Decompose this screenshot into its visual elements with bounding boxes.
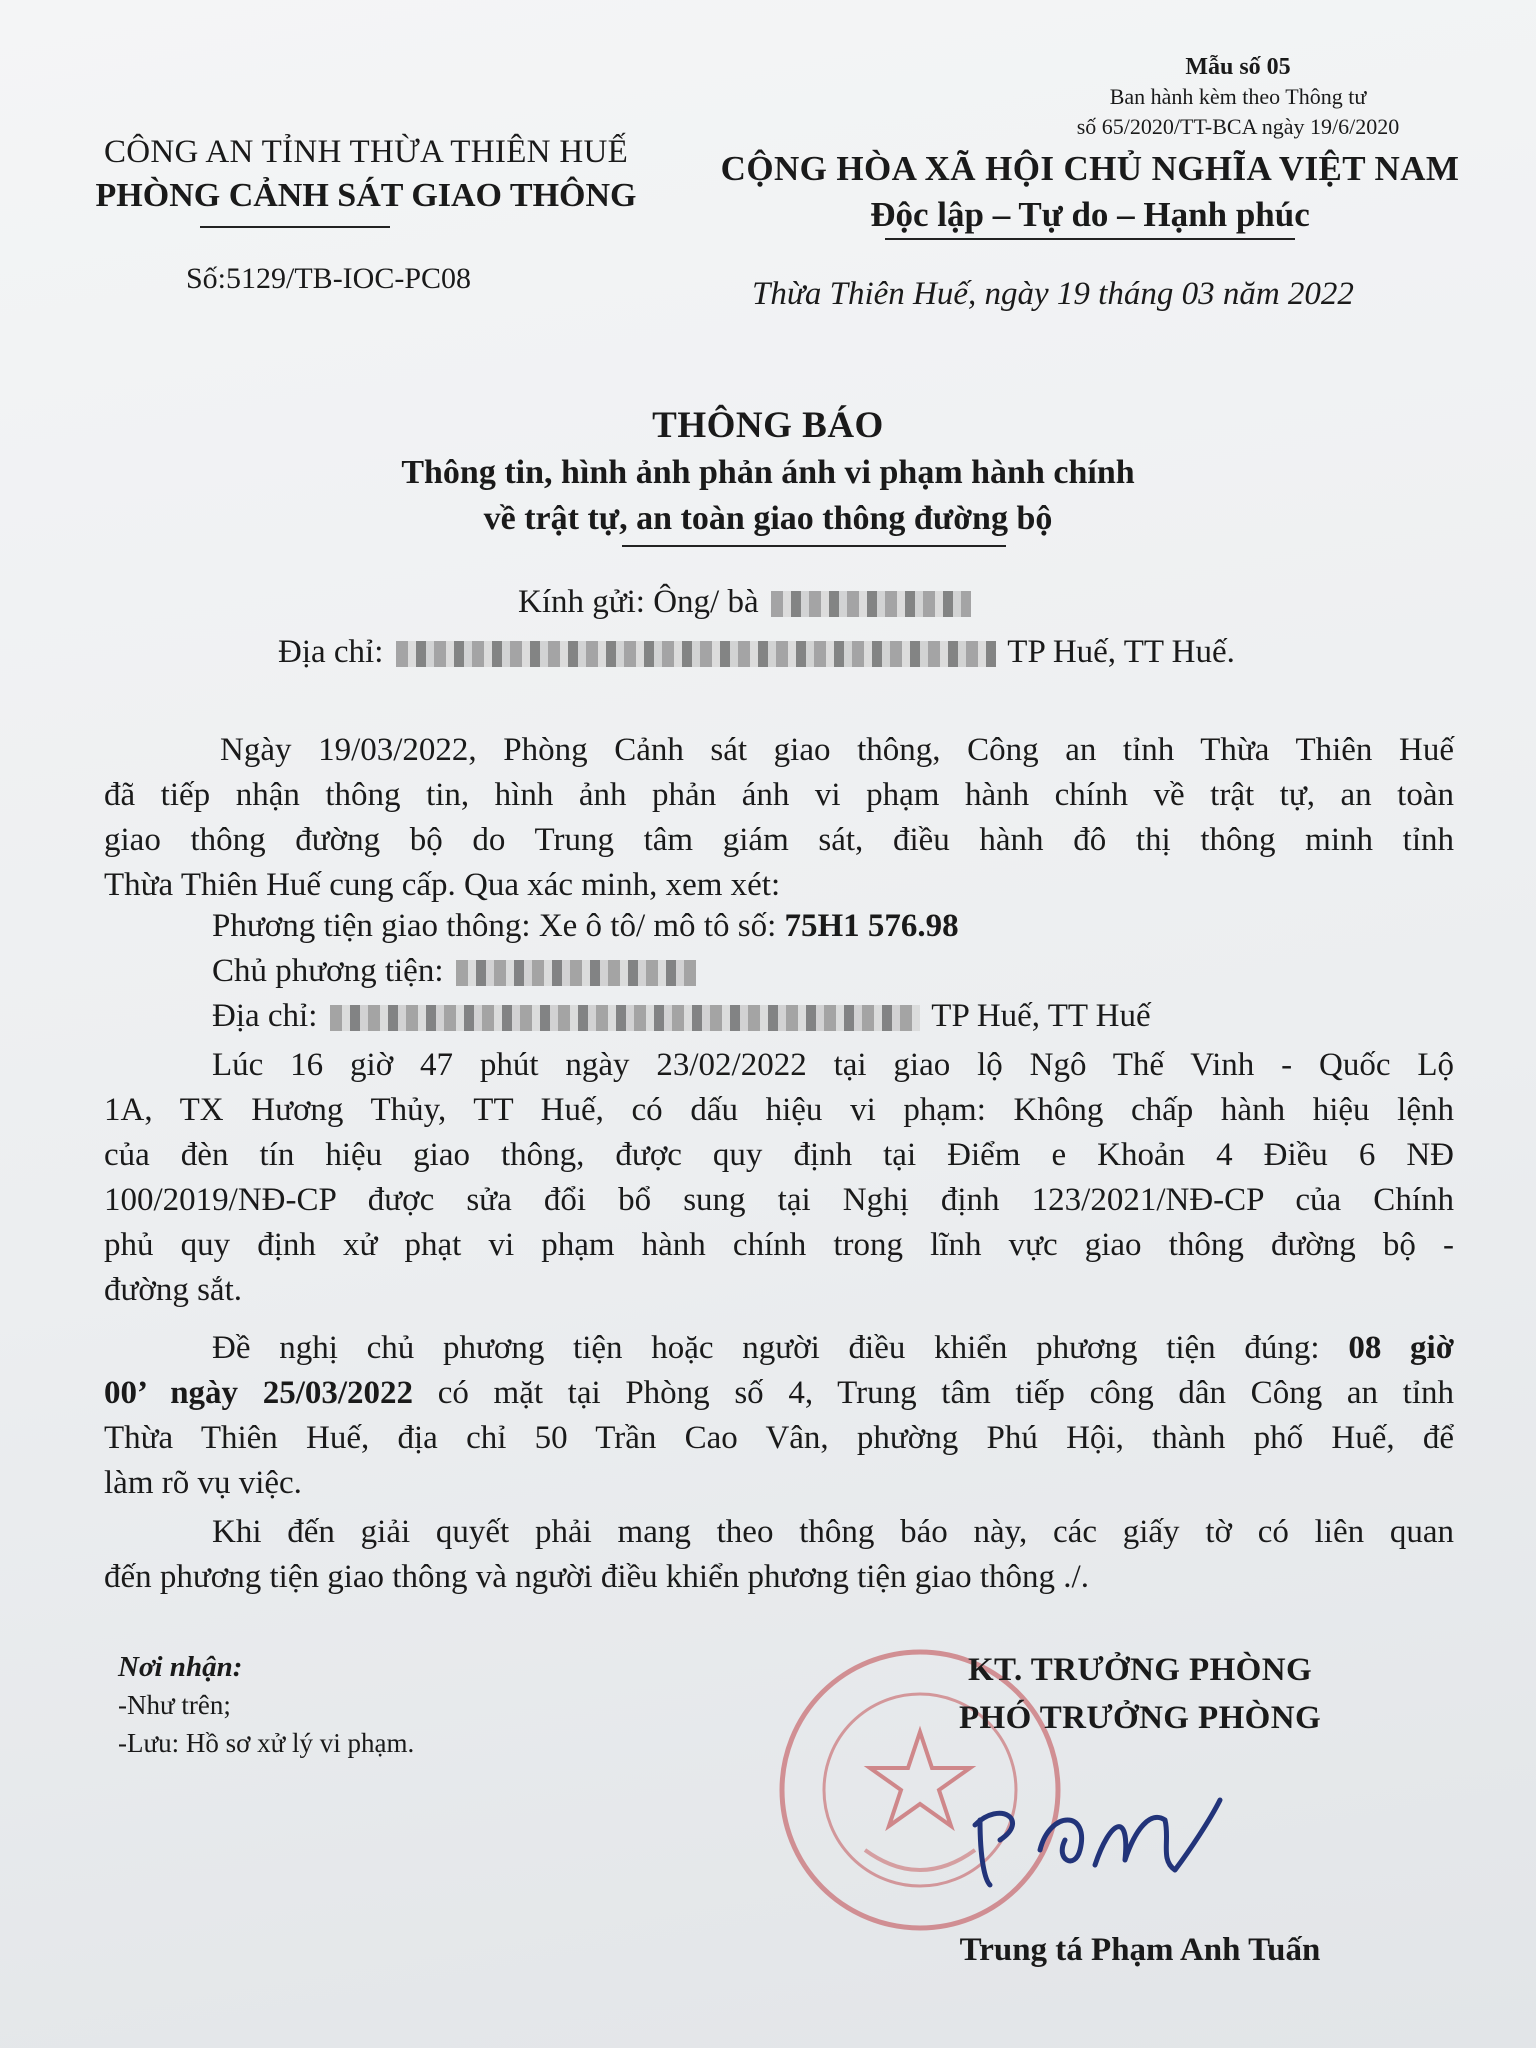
form-reference [1028, 52, 1448, 142]
national-motto: Độc lập – Tự do – Hạnh phúc [870, 195, 1310, 234]
p2-line: 100/2019/NĐ-CP được sửa đổi bổ sung tại Nghị định 123/2021/NĐ-CP của Chính [104, 1182, 1454, 1218]
recipient-address [278, 634, 1235, 671]
signature-block [830, 1646, 1450, 1742]
recipients-list [118, 1648, 414, 1762]
agency-header [66, 130, 666, 218]
redacted-owner [456, 960, 696, 986]
p1-line: đã tiếp nhận thông tin, hình ảnh phản ánh vi phạm hành chính về trật tự, an toàn [104, 777, 1454, 813]
owner-address-label: Địa chỉ: [212, 998, 318, 1034]
redacted-owner-address [330, 1005, 920, 1031]
p2-line: của đèn tín hiệu giao thông, được quy định tại Điểm e Khoản 4 Điều 6 NĐ [104, 1137, 1454, 1173]
p2-line: phủ quy định xử phạt vi phạm hành chính trong lĩnh vực giao thông đường bộ - [104, 1227, 1454, 1263]
p2-line: Lúc 16 giờ 47 phút ngày 23/02/2022 tại giao lộ Ngô Thế Vinh - Quốc Lộ [212, 1047, 1454, 1083]
recipient-label: Kính gửi: Ông/ bà [518, 584, 759, 620]
signature-title-2: PHÓ TRƯỞNG PHÒNG [958, 1700, 1322, 1736]
agency-unit: PHÒNG CẢNH SÁT GIAO THÔNG [95, 177, 637, 214]
form-ref-line2: số 65/2020/TT-BCA ngày 19/6/2020 [1076, 114, 1400, 139]
national-header [690, 146, 1490, 238]
form-number: Mẫu số 05 [1185, 54, 1291, 80]
recipients-item: -Lưu: Hồ sơ xử lý vi phạm. [118, 1728, 415, 1758]
p2-line: 1A, TX Hương Thủy, TT Huế, có dấu hiệu vi phạm: Không chấp hành hiệu lệnh [104, 1092, 1454, 1128]
document-title: THÔNG BÁO [652, 405, 884, 446]
recipient-line [518, 584, 975, 621]
document-date: Thừa Thiên Huế, ngày 19 tháng 03 năm 2022 [752, 276, 1354, 312]
redacted-address [396, 641, 996, 667]
national-title: CỘNG HÒA XÃ HỘI CHỦ NGHĨA VIỆT NAM [720, 149, 1460, 188]
form-ref-line1: Ban hành kèm theo Thông tư [1109, 84, 1367, 109]
motto-underline [885, 238, 1295, 240]
paragraph-2 [104, 1043, 1454, 1313]
document-number: Số:5129/TB-IOC-PC08 [186, 262, 472, 295]
paragraph-1 [104, 728, 1454, 908]
owner-line [212, 953, 700, 990]
p2-line: đường sắt. [104, 1272, 242, 1308]
address-tail: TP Huế, TT Huế. [1007, 634, 1235, 670]
agency-underline [200, 226, 390, 228]
p3-line [104, 1371, 1454, 1416]
owner-address-line [212, 998, 1151, 1035]
appointment-date: 00’ ngày 25/03/2022 [104, 1375, 414, 1411]
p3-line [104, 1326, 1454, 1371]
p1-line: giao thông đường bộ do Trung tâm giám sát, điều hành đô thị thông minh tỉnh [104, 822, 1454, 858]
recipients-item: -Như trên; [118, 1690, 231, 1720]
signature-title-1: KT. TRƯỞNG PHÒNG [967, 1652, 1313, 1688]
redacted-name [771, 591, 971, 617]
signer-name: Trung tá Phạm Anh Tuấn [959, 1932, 1321, 1968]
p3-text: có mặt tại Phòng số 4, Trung tâm tiếp công dân Công an tỉnh [413, 1375, 1454, 1411]
p3-text: Đề nghị chủ phương tiện hoặc người điều khiển phương tiện đúng: [212, 1330, 1349, 1366]
handwritten-signature-icon [960, 1780, 1240, 1900]
p1-line: Thừa Thiên Huế cung cấp. Qua xác minh, xem xét: [104, 867, 781, 903]
recipients-heading: Nơi nhận: [118, 1651, 243, 1683]
p4-line: Khi đến giải quyết phải mang theo thông báo này, các giấy tờ có liên quan [212, 1514, 1454, 1550]
vehicle-label: Phương tiện giao thông: Xe ô tô/ mô tô số: [212, 908, 785, 944]
owner-label: Chủ phương tiện: [212, 953, 444, 989]
paragraph-4 [104, 1510, 1454, 1600]
document-subtitle-1: Thông tin, hình ảnh phản ánh vi phạm hành chính [401, 454, 1135, 491]
p3-line: làm rõ vụ việc. [104, 1465, 302, 1501]
owner-address-tail: TP Huế, TT Huế [931, 998, 1151, 1034]
vehicle-plate: 75H1 576.98 [784, 908, 959, 944]
p4-line: đến phương tiện giao thông và người điều khiển phương tiện giao thông ./. [104, 1559, 1089, 1595]
appointment-time: 08 giờ [1348, 1330, 1454, 1366]
document-subtitle-2: về trật tự, an toàn giao thông đường bộ [483, 500, 1053, 537]
p1-line: Ngày 19/03/2022, Phòng Cảnh sát giao thông, Công an tỉnh Thừa Thiên Huế [220, 732, 1454, 768]
paragraph-3 [104, 1326, 1454, 1506]
address-label: Địa chỉ: [278, 634, 384, 670]
vehicle-line [212, 908, 959, 945]
agency-parent: CÔNG AN TỈNH THỪA THIÊN HUẾ [103, 134, 629, 170]
p3-line: Thừa Thiên Huế, địa chỉ 50 Trần Cao Vân, phường Phú Hội, thành phố Huế, để [104, 1420, 1454, 1456]
title-underline [622, 545, 1006, 547]
